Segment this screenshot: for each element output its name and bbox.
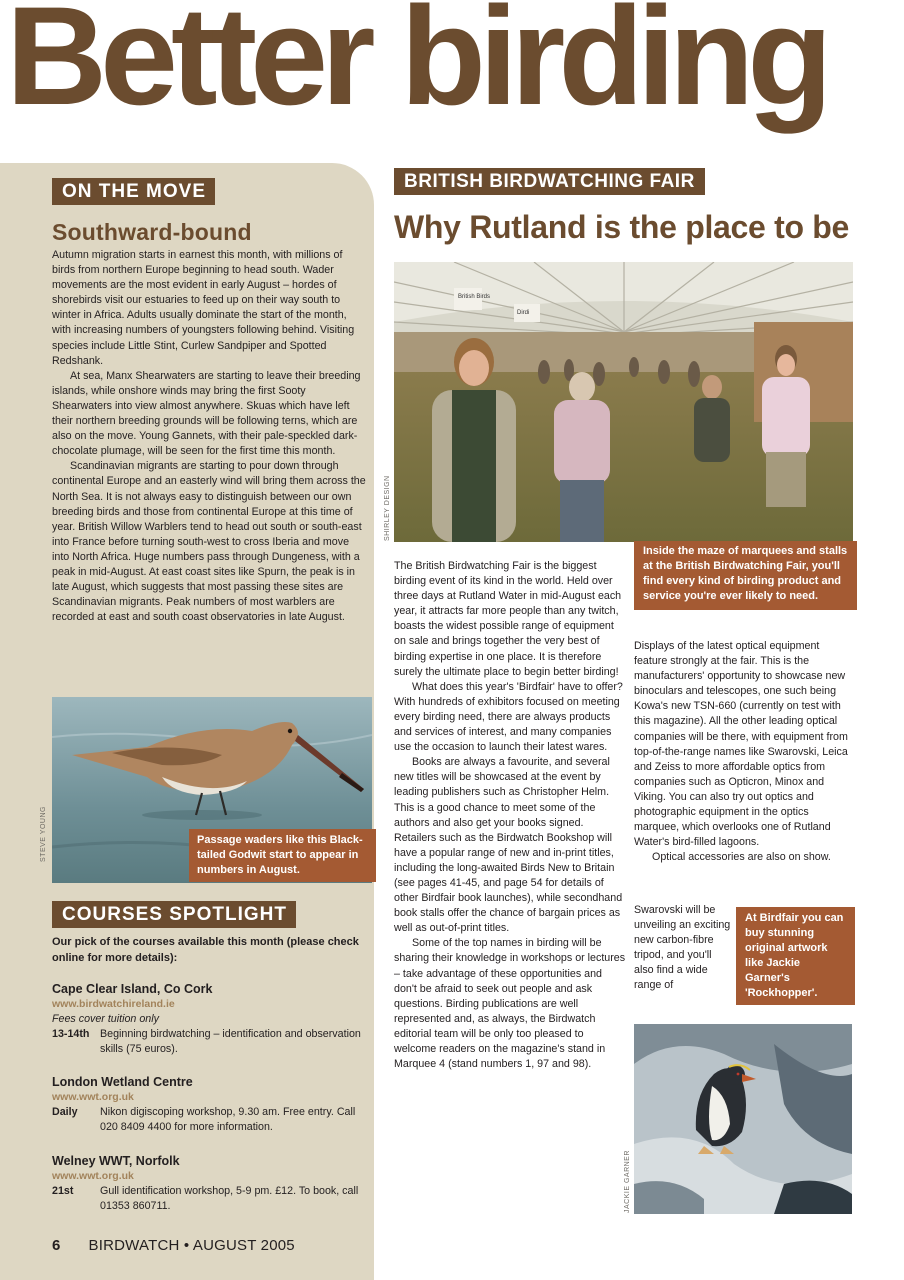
sidebar-headline: Southward-bound [52,219,252,245]
rockhopper-artwork [634,1024,852,1214]
course-entry-cape-clear [52,981,368,1057]
sidebar-paragraph: Autumn migration starts in earnest this month, with millions of birds from northern Europe beginning to head south. Wader movements are the most evident in early August – hordes of shorebirds visit our estuaries to feed up on their way south to winter in Africa. Adults usually dominate the start of the month, with increasing numbers of youngsters following behind. Visiting species include Little Stint, Curlew Sandpiper and Spotted Redshank. [52,249,355,367]
sidebar-body [52,248,368,625]
article-column-middle [394,559,626,1072]
article-paragraph: Some of the top names in birding will be sharing their knowledge in workshops or lectures – take advantage of these opportunities and don't be afraid to seek out people and ask questions. Birding publications are well represented and, as always, the Birdwatch editorial team will be only too pleased to welcome readers on the magazine's stand in Marquee 4 (stand numbers 1, 97 and 98). [394,937,626,1071]
sidebar-paragraph: Scandinavian migrants are starting to pour down through continental Europe and an easterly wind will bring them across the North Sea. It is not always easy to distinguish between our own breeding birds and those from continental Europe at this time of year. British Willow Warblers tend to head out south or south-east into France before turning south-west to cross Iberia and move into North Africa. Huge numbers pass through Dungeness, with a peak in mid-August. At east coast sites like Spurn, the peak is in late August, which suggests that most passing these sites are Scandinavian migrants. Peak numbers of most warblers are recorded at east and south coast observatories in late August. [52,460,366,624]
marquee-sign: British Birds [458,294,491,300]
course-entry-london-wetland [52,1074,368,1135]
course-name: Welney WWT, Norfolk [52,1154,180,1168]
article-paragraph: Books are always a favourite, and several new titles will be showcased at the event by leading publishers such as Christopher Helm. This is a good chance to meet some of the authors and also get your books signed. Retailers such as the Birdwatch Bookshop will have a popular range of new and in-print titles, including the long-awaited Birds New to Britain (see pages 41-45, and page 54 for details of other Birdfair book launches), while secondhand book stalls offer the chance of bargain prices as well as out-of-print titles. [394,756,623,935]
rockhopper-illustration [634,1024,852,1214]
course-note: Fees cover tuition only [52,1013,159,1025]
course-url[interactable]: www.birdwatchireland.ie [52,998,175,1010]
section-tag-courses: COURSES SPOTLIGHT [52,901,296,928]
article-headline: Why Rutland is the place to be [394,209,850,245]
courses-intro: Our pick of the courses available this month (please check online for more details): [52,936,359,964]
article-paragraph: Optical accessories are also on show. [652,851,831,864]
artwork-caption: At Birdfair you can buy stunning original artwork like Jackie Garner's 'Rockhopper'. [736,907,855,1005]
godwit-photo-credit: STEVE YOUNG [40,806,47,862]
course-name: London Wetland Centre [52,1075,193,1089]
course-description: Gull identification workshop, 5-9 pm. £12. To book, call 01353 860711. [100,1185,359,1212]
section-tag-birdwatching-fair: BRITISH BIRDWATCHING FAIR [394,168,705,195]
course-description: Beginning birdwatching – identification and observation skills (75 euros). [100,1028,361,1055]
course-date: 21st [52,1185,74,1197]
article-column-right [634,639,852,865]
section-tag-on-the-move: ON THE MOVE [52,178,215,205]
course-url[interactable]: www.wwt.org.uk [52,1091,134,1103]
marquee-illustration [394,262,853,542]
magazine-issue: BIRDWATCH • AUGUST 2005 [88,1237,295,1254]
course-row [52,1184,368,1214]
marquee-sign: Dirdi [517,310,530,316]
page-number: 6 [52,1237,61,1254]
article-paragraph: Displays of the latest optical equipment feature strongly at the fair. This is the manufacturers' opportunity to showcase new binoculars and telescopes, one such being Kowa's new TSN-660 (currently on test with this magazine). All the other leading optical companies will be there, with equipment from top-of-the-range names like Swarovski, Leica and Zeiss to more affordable optics from companies such as Opticron, Minox and Viking. You can also try out optics and photographic equipment in the optics marquee, which overlooks one of Rutland Water's bird-filled lagoons. [634,640,848,849]
article-paragraph: What does this year's 'Birdfair' have to offer? With hundreds of exhibitors focused on meeting every birding need, there are always products and services of interest, and many companies use the occasion to launch their latest wares. [394,680,623,754]
course-row [52,1027,368,1057]
course-date: Daily [52,1106,78,1118]
sidebar-paragraph: At sea, Manx Shearwaters are starting to leave their breeding islands, while onshore winds may bring the first Sooty Shearwaters into view almost anywhere. Skuas which have left their northern breeding grounds will be following terns, which are also on the move. Young Gannets, with their pale-speckled dark-chocolate plumage, will be seen for the first time this month. [52,369,361,458]
course-url[interactable]: www.wwt.org.uk [52,1170,134,1182]
course-date: 13-14th [52,1028,90,1040]
godwit-photo-caption: Passage waders like this Black-tailed Godwit start to appear in numbers in August. [189,829,376,882]
course-entry-welney [52,1153,368,1214]
article-paragraph: The British Birdwatching Fair is the biggest birding event of its kind in the world. Held over three days at Rutland Water in mid-August each year, it attracts far more people than any twitch, boasts the widest possible range of equipment on sale and brings together the very best of birding expertise in one place. It is therefore surely the ultimate place to begin better birding! [394,560,622,678]
masthead-title: Better birding [6,0,826,134]
article-column-right-tail [634,903,734,994]
page-footer [52,1237,295,1254]
fair-photo-caption: Inside the maze of marquees and stalls at the British Birdwatching Fair, you'll find every kind of birding product and service you're ever likely to need. [634,541,857,610]
course-row [52,1105,368,1135]
course-description: Nikon digiscoping workshop, 9.30 am. Free entry. Call 020 8409 4400 for more information. [100,1106,356,1133]
article-paragraph: Swarovski will be unveiling an exciting new carbon-fibre tripod, and you'll also find a wide range of [634,904,731,992]
fair-photo [394,262,853,542]
artwork-credit: JACKIE GARNER [624,1150,631,1213]
fair-photo-credit: SHIRLEY DESIGN [384,475,391,541]
course-name: Cape Clear Island, Co Cork [52,982,213,996]
